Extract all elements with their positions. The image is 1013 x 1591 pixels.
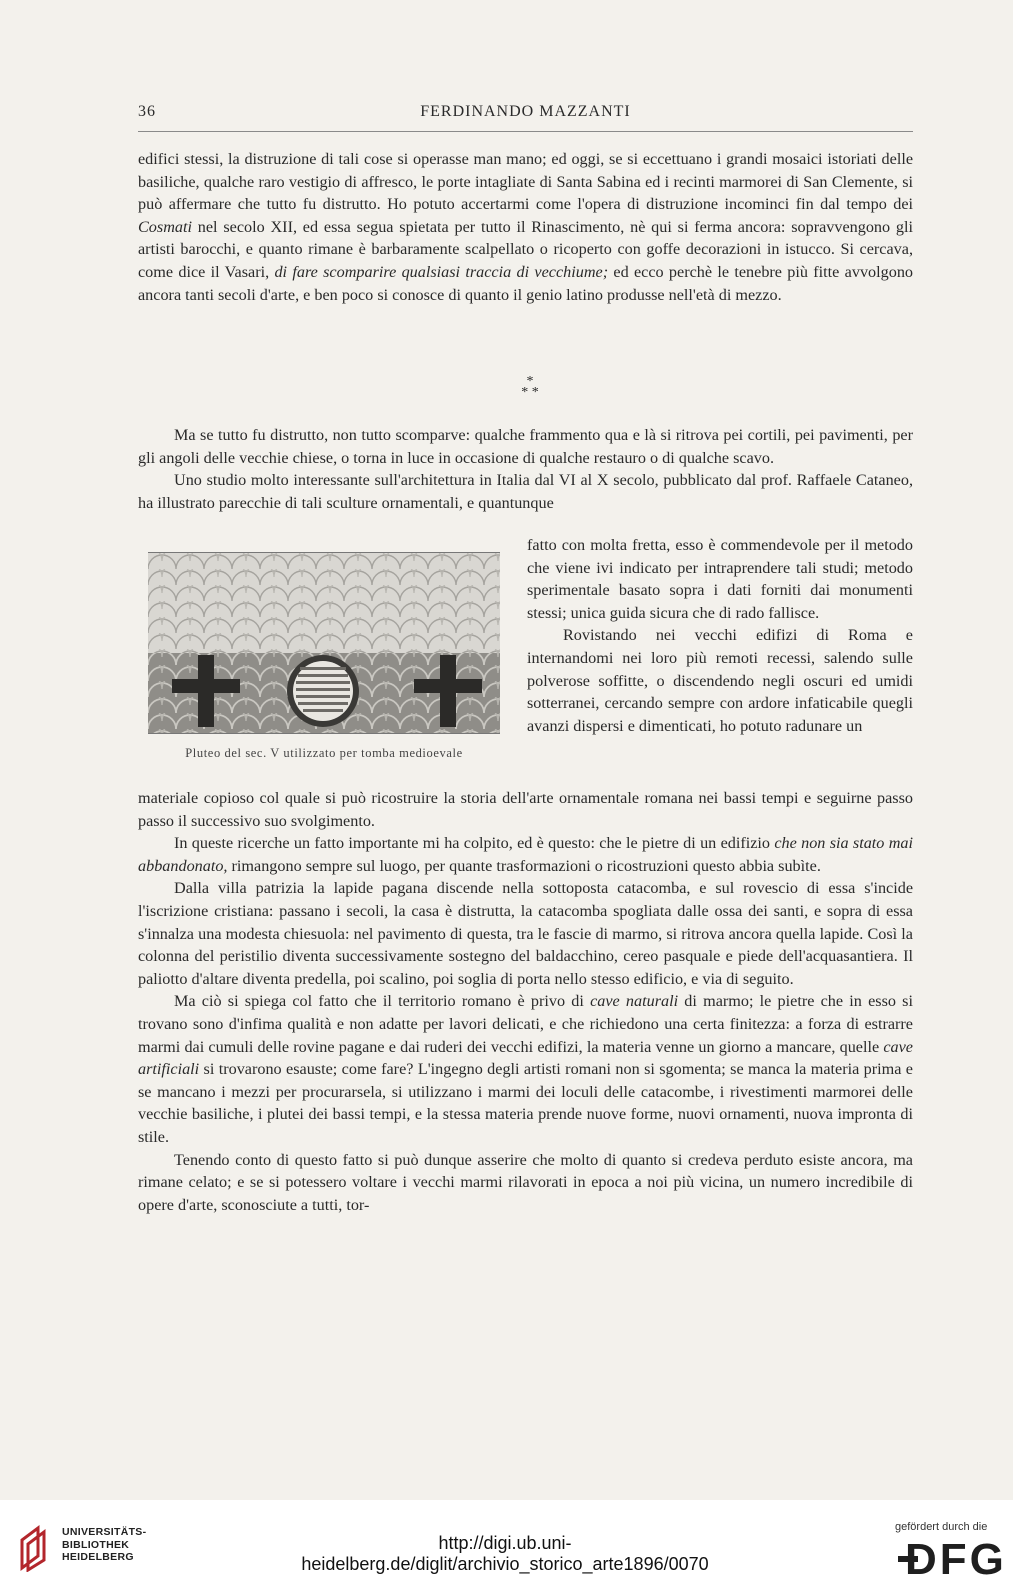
paragraph-8: Tenendo conto di questo fatto si può dunque asserire che molto di quanto si credeva perduto esiste ancora, ma rimane celato; e se si potessero voltare i vecchi marmi rilavorati in epoca a noi più vicina, un numero incredibile di opere d'arte, sconosciute a tutti, tor- xyxy=(138,1150,913,1214)
paragraph-4-end: materiale copioso col quale si può ricostruire la storia dell'arte ornamentale romana nei bassi tempi e seguirne passo passo il successivo suo svolgimento. xyxy=(138,789,913,830)
page-number: 36 xyxy=(138,103,156,120)
paragraph-2-text: Ma se tutto fu distrutto, non tutto scomparve: qualche frammento qua e là si ritrova pei cortili, pei pavimenti, per gli angoli delle vecchie chiese, o torna in luce in occasione di qualche restauro o di qualche scavo. xyxy=(138,426,913,467)
main-text-lower xyxy=(138,787,913,1216)
source-url-link[interactable]: http://digi.ub.uni-heidelberg.de/diglit/archivio_storico_arte1896/0070 xyxy=(301,1533,709,1574)
pluteo-image xyxy=(148,552,500,734)
paragraph-3-continuation: fatto con molta fretta, esso è commendevole per il metodo che viene ivi indicato per intraprendere tali studi; metodo sperimentale basato sopra i dati forniti dai monumenti stessi; unica guida sicura che di rado fallisce. xyxy=(527,536,913,622)
library-logo-icon xyxy=(18,1524,56,1572)
paragraph-2 xyxy=(138,424,913,514)
paragraph-6: Dalla villa patrizia la lapide pagana discende nella sottoposta catacomba, e sul rovescio di essa s'incide l'iscrizione cristiana: passano i secoli, la casa è distrutta, la catacomba spogliata dalle ossa dei santi, e sopra di essa s'innalza una modesta chiesuola: nel pavimento di questa, tra le fascie di marmo, si ritrova ancora quella lapide. Così la colonna del peristilio diventa successivamente sostegno del baldacchino, cereo pasquale e piede dell'acquasantiera. Il paliotto d'altare diventa predella, poi scalino, poi soglia di porta nello stesso edificio, e via di seguito. xyxy=(138,879,913,988)
inscription-medallion-icon xyxy=(287,655,359,727)
side-column-text xyxy=(527,534,913,737)
paragraph-5: In queste ricerche un fatto importante mi ha colpito, ed è questo: che le pietre di un edifizio che non sia stato mai abbandonato, rimangono sempre sul luogo, per quante trasformazioni o ricostruzioni questo abbia subìte. xyxy=(138,834,913,875)
running-title: FERDINANDO MAZZANTI xyxy=(420,103,631,120)
header-rule xyxy=(138,131,913,132)
library-name: UNIVERSITÄTS- BIBLIOTHEK HEIDELBERG xyxy=(62,1526,147,1563)
page-header xyxy=(138,103,913,127)
paragraph-1: edifici stessi, la distruzione di tali cose si operasse man mano; ed oggi, se si eccettuano i grandi mosaici istoriati delle basiliche, qualche raro vestigio di affresco, le porte intagliate di Santa Sabina ed i recinti marmorei di San Clemente, si può affermare che tutto fu distrutto. Ho potuto accertarmi come l'opera di distruzione incominci fin dal tempo dei Cosmati nel secolo XII, ed essa segua spietata per tutto il Rinascimento, nè qui si ferma ancora: sopravvengono gli artisti barocchi, e quanto rimane è barbaramente scalpellato o ricoperto con goffe decorazioni in istucco. Si cercava, come dice il Vasari, di fare scomparire qualsiasi traccia di vecchiume; ed ecco perchè le tenebre più fitte avvolgono ancora tanti secoli d'arte, e ben poco si conosce di quanto il genio latino produsse nell'età di mezzo. xyxy=(138,150,914,304)
section-separator xyxy=(500,376,560,398)
asterisk-bottom: * * xyxy=(521,385,539,400)
funded-by-label: gefördert durch die xyxy=(895,1521,988,1533)
dfg-logo: DFG xyxy=(905,1535,1007,1584)
figure-pluteo xyxy=(138,552,510,788)
paragraph-7: Ma ciò si spiega col fatto che il territorio romano è privo di cave naturali di marmo; le pietre che in esso si trovano sono d'infima qualità e non adatte per lavori delicati, e che richiedono una certa finitezza: a forza di estrarre marmi dai cumuli delle rovine pagane e dai ruderi dei vecchi edifizi, la materia venne un giorno a mancare, quelle cave artificiali si trovarono esauste; come fare? L'ingegno degli artisti romani non si sgomenta; se manca la materia prima e se mancano i mezzi per procurarsela, si utilizzano i marmi dei loculi delle catacombe, i rivestimenti marmorei delle vecchie basiliche, i plutei dei bassi tempi, e la stessa materia prende nuove forme, nuovi ornamenti, nuova impronta di stile. xyxy=(138,992,913,1146)
figure-caption: Pluteo del sec. V utilizzato per tomba medioevale xyxy=(185,746,463,760)
paragraph-4-start: Rovistando nei vecchi edifizi di Roma e internandomi nei loro più remoti recessi, salendo sulle polverose soffitte, o discendendo negli oscuri ed umidi sotterranei, cercando sempre con ardore infaticabile quegli avanzi dispersi e dimenticati, ho potuto radunare un xyxy=(527,626,913,735)
asterisk-top: * xyxy=(526,374,534,389)
paragraph-3-start: Uno studio molto interessante sull'architettura in Italia dal VI al X secolo, pubblicato dal prof. Raffaele Cataneo, ha illustrato parecchie di tali sculture ornamentali, e quantunque xyxy=(138,471,913,512)
